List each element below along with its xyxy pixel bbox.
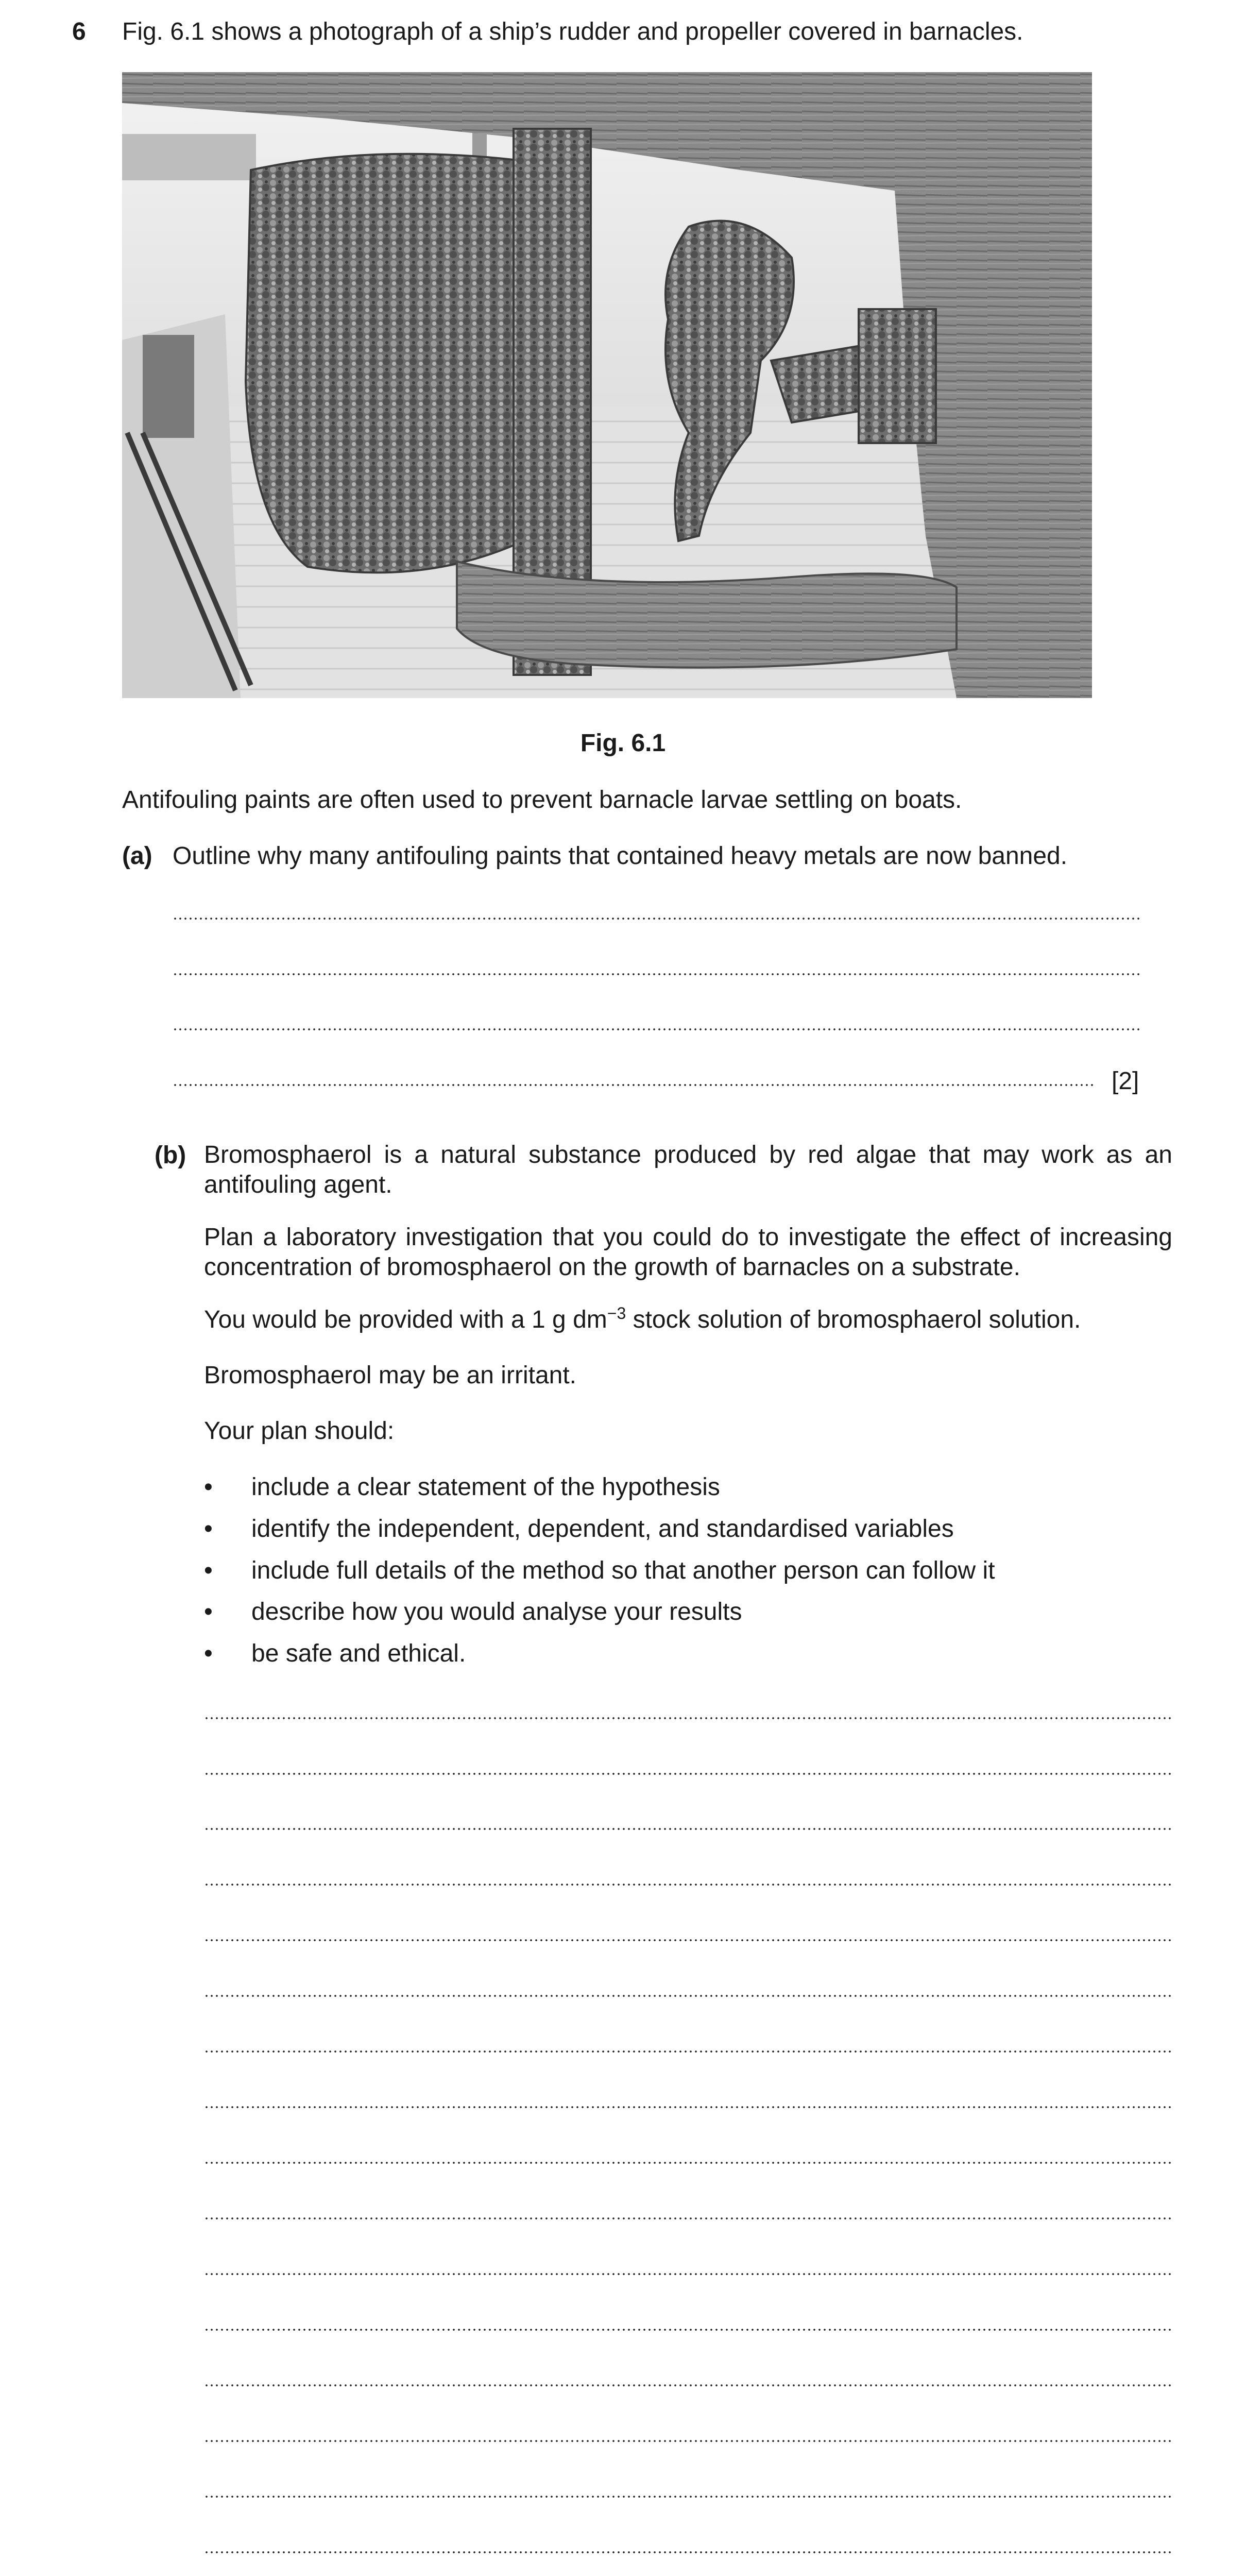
photo-illustration bbox=[122, 72, 1092, 698]
context-statement: Antifouling paints are often used to prevent barnacle larvae settling on boats. bbox=[122, 786, 962, 814]
answer-line[interactable] bbox=[173, 918, 1142, 920]
bullet-item: include full details of the method so that another person can follow it bbox=[251, 1557, 995, 1584]
bullet-icon: • bbox=[204, 1640, 213, 1667]
rudder-propeller-photo bbox=[122, 72, 1092, 698]
answer-line[interactable] bbox=[204, 2440, 1172, 2442]
stock-text-after: stock solution of bromosphaerol solution. bbox=[626, 1306, 1081, 1333]
answer-line[interactable] bbox=[204, 2106, 1172, 2108]
unit-exponent: −3 bbox=[607, 1304, 626, 1323]
part-b-intro: Bromosphaerol is a natural substance produced by red algae that may work as an antifouling agent. bbox=[204, 1141, 1172, 1198]
bullet-icon: • bbox=[204, 1557, 213, 1584]
answer-line[interactable] bbox=[204, 1828, 1172, 1830]
bullet-item: include a clear statement of the hypothesis bbox=[251, 1473, 720, 1501]
part-b-label: (b) bbox=[155, 1142, 186, 1169]
bullet-item: describe how you would analyse your results bbox=[251, 1598, 742, 1625]
answer-line[interactable] bbox=[204, 1939, 1172, 1941]
question-intro: Fig. 6.1 shows a photograph of a ship’s rudder and propeller covered in barnacles. bbox=[122, 18, 1023, 45]
answer-line[interactable] bbox=[173, 973, 1142, 975]
answer-line[interactable] bbox=[204, 1884, 1172, 1886]
answer-line[interactable] bbox=[204, 1717, 1172, 1719]
answer-line[interactable] bbox=[204, 2162, 1172, 2164]
answer-line[interactable] bbox=[204, 1995, 1172, 1997]
part-a-marks: [2] bbox=[1112, 1067, 1139, 1095]
answer-line[interactable] bbox=[204, 2496, 1172, 2498]
answer-line[interactable] bbox=[204, 2273, 1172, 2275]
answer-line[interactable] bbox=[173, 1028, 1142, 1030]
answer-line[interactable] bbox=[204, 2551, 1172, 2553]
part-b-task: Plan a laboratory investigation that you could do to investigate the effect of increasing concentration of bromosphaerol on the growth of barnacles on a substrate. bbox=[204, 1224, 1172, 1281]
answer-line[interactable] bbox=[204, 1773, 1172, 1775]
part-a-label: (a) bbox=[122, 842, 152, 870]
bullet-item: identify the independent, dependent, and standardised variables bbox=[251, 1515, 954, 1543]
bullet-icon: • bbox=[204, 1598, 213, 1625]
answer-line[interactable] bbox=[173, 1084, 1096, 1086]
part-a-question: Outline why many antifouling paints that contained heavy metals are now banned. bbox=[173, 842, 1068, 870]
irritant-warning: Bromosphaerol may be an irritant. bbox=[204, 1362, 576, 1389]
bullet-icon: • bbox=[204, 1473, 213, 1501]
figure-caption: Fig. 6.1 bbox=[580, 730, 666, 757]
answer-line[interactable] bbox=[204, 2329, 1172, 2331]
bullet-icon: • bbox=[204, 1515, 213, 1543]
answer-line[interactable] bbox=[204, 2050, 1172, 2053]
stock-text-before: You would be provided with a 1 g dm bbox=[204, 1306, 607, 1333]
bullet-item: be safe and ethical. bbox=[251, 1640, 466, 1667]
answer-line[interactable] bbox=[204, 2384, 1172, 2386]
question-number: 6 bbox=[72, 18, 86, 45]
stock-solution-statement bbox=[204, 1304, 1081, 1335]
answer-line[interactable] bbox=[204, 2217, 1172, 2219]
plan-requirements-heading: Your plan should: bbox=[204, 1417, 395, 1445]
